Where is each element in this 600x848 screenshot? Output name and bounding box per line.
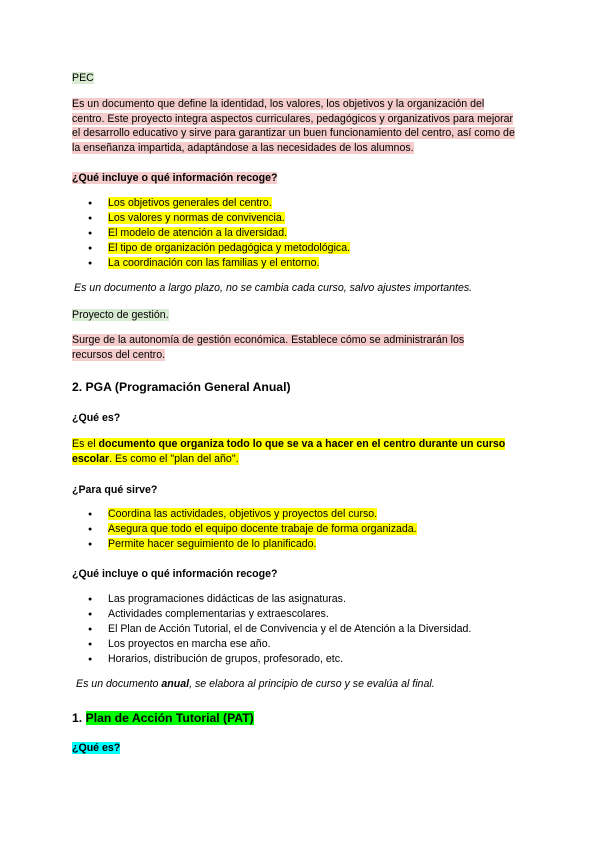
list-item bbox=[72, 196, 517, 211]
pga-includes-heading: ¿Qué incluye o qué información recoge? bbox=[72, 568, 278, 580]
list-item: ● Los proyectos en marcha ese año. bbox=[72, 637, 517, 652]
pat-heading bbox=[72, 711, 517, 726]
pec-description bbox=[72, 97, 518, 155]
list-item bbox=[72, 226, 517, 241]
pat-what-heading bbox=[72, 741, 517, 756]
list-item bbox=[72, 241, 517, 256]
pat-heading-title: Plan de Acción Tutorial (PAT) bbox=[85, 711, 254, 725]
pga-definition bbox=[72, 437, 528, 466]
pga-purpose-list bbox=[72, 507, 517, 552]
gestion-description-text: Surge de la autonomía de gestión económica. Establece cómo se administrarán los recursos del centro. bbox=[72, 334, 465, 361]
pga-note bbox=[76, 677, 521, 692]
list-item: ● Actividades complementarias y extraescolares. bbox=[72, 607, 517, 622]
pga-definition-text bbox=[72, 438, 505, 465]
list-item-text: Asegura que todo el equipo docente trabaje de forma organizada. bbox=[108, 523, 417, 535]
gestion-title bbox=[72, 308, 517, 323]
pga-definition-bold: documento que organiza todo lo que se va a hacer en el centro durante un curso escolar bbox=[72, 438, 506, 465]
list-item: ● Horarios, distribución de grupos, profesorado, etc. bbox=[72, 652, 517, 667]
list-item bbox=[72, 256, 517, 271]
list-item: ● Las programaciones didácticas de las asignaturas. bbox=[72, 592, 517, 607]
list-item-text: Los objetivos generales del centro. bbox=[108, 197, 272, 209]
list-item: ● El Plan de Acción Tutorial, el de Convivencia y el de Atención a la Diversidad. bbox=[72, 622, 517, 637]
pec-title-text: PEC bbox=[72, 72, 94, 84]
gestion-description bbox=[72, 333, 492, 362]
list-item bbox=[72, 522, 517, 537]
pga-note-suffix: , se elabora al principio de curso y se evalúa al final. bbox=[189, 678, 435, 690]
pec-includes-list bbox=[72, 196, 517, 271]
pat-what-heading-text: ¿Qué es? bbox=[72, 742, 121, 754]
list-item bbox=[72, 211, 517, 226]
pat-heading-number: 1. bbox=[72, 711, 86, 725]
list-item-text: La coordinación con las familias y el entorno. bbox=[108, 257, 320, 269]
list-item-text: Coordina las actividades, objetivos y proyectos del curso. bbox=[108, 508, 378, 520]
gestion-title-text: Proyecto de gestión. bbox=[72, 309, 169, 321]
pga-purpose-heading: ¿Para qué sirve? bbox=[72, 484, 158, 496]
list-item-text: Los valores y normas de convivencia. bbox=[108, 212, 285, 224]
list-item-text: El modelo de atención a la diversidad. bbox=[108, 227, 288, 239]
pga-definition-suffix: . Es como el "plan del año". bbox=[109, 452, 239, 465]
pec-title bbox=[72, 71, 517, 86]
pec-includes-heading bbox=[72, 171, 517, 186]
list-item-text: El tipo de organización pedagógica y metodológica. bbox=[108, 242, 351, 254]
pga-what-heading: ¿Qué es? bbox=[72, 412, 121, 424]
pga-note-bold: anual bbox=[161, 678, 190, 690]
pec-note: Es un documento a largo plazo, no se cambia cada curso, salvo ajustes importantes. bbox=[74, 282, 473, 294]
pec-description-text: Es un documento que define la identidad, los valores, los objetivos y la organización del centro. Este proyecto integra aspectos curriculares, pedagógicos y organizativos para mejorar el desarrollo educativo y sirve para garantizar un buen funcionamiento del centro, así como de la enseñanza impartida, adaptándose a las necesidades de los alumnos. bbox=[72, 98, 515, 154]
list-item bbox=[72, 537, 517, 552]
pga-includes-list bbox=[72, 592, 517, 667]
list-item bbox=[72, 507, 408, 522]
list-item-text: Permite hacer seguimiento de lo planificado. bbox=[108, 538, 317, 550]
pga-note-prefix: Es un documento bbox=[76, 678, 162, 690]
pec-includes-heading-text: ¿Qué incluye o qué información recoge? bbox=[72, 172, 278, 184]
pga-heading: 2. PGA (Programación General Anual) bbox=[72, 380, 291, 394]
pga-definition-prefix: Es el bbox=[72, 438, 99, 450]
